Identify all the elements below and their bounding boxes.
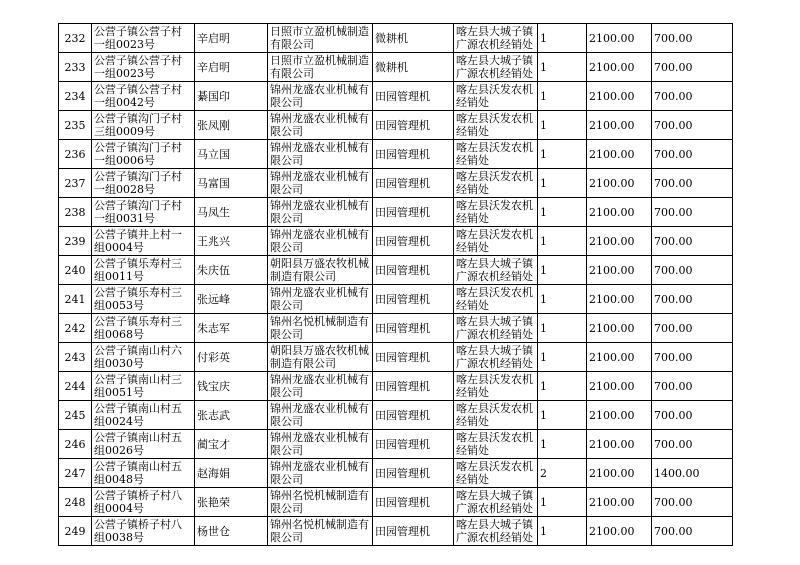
quantity-cell: 1 [538,53,587,82]
address-cell: 公营子镇沟门子村一组0031号 [92,198,195,227]
manufacturer-cell: 锦州龙盛农业机械有限公司 [268,82,373,111]
buyer-name-cell: 张艳荣 [195,488,268,517]
address-cell: 公营子镇南山村五组0024号 [92,401,195,430]
address-cell: 公营子镇公营子村一组0023号 [92,53,195,82]
dealer-cell: 喀左县沃发农机经销处 [454,401,538,430]
quantity-cell: 1 [538,372,587,401]
manufacturer-cell: 锦州名悦机械制造有限公司 [268,488,373,517]
manufacturer-cell: 锦州名悦机械制造有限公司 [268,517,373,546]
machine-type-cell: 田园管理机 [373,488,454,517]
row-number: 232 [59,24,92,53]
machine-type-cell: 田园管理机 [373,140,454,169]
buyer-name-cell: 马凤生 [195,198,268,227]
subsidy-cell: 700.00 [652,401,733,430]
buyer-name-cell: 朱庆伍 [195,256,268,285]
buyer-name-cell: 王兆兴 [195,227,268,256]
address-cell: 公营子镇桥子村八组0004号 [92,488,195,517]
machine-type-cell: 田园管理机 [373,401,454,430]
quantity-cell: 1 [538,314,587,343]
price-cell: 2100.00 [587,285,652,314]
dealer-cell: 喀左县沃发农机经销处 [454,169,538,198]
quantity-cell: 1 [538,198,587,227]
price-cell: 2100.00 [587,343,652,372]
row-number: 242 [59,314,92,343]
machine-type-cell: 田园管理机 [373,343,454,372]
machine-type-cell: 田园管理机 [373,430,454,459]
row-number: 244 [59,372,92,401]
row-number: 236 [59,140,92,169]
dealer-cell: 喀左县大城子镇广源农机经销处 [454,314,538,343]
address-cell: 公营子镇公营子村一组0042号 [92,82,195,111]
dealer-cell: 喀左县沃发农机经销处 [454,430,538,459]
price-cell: 2100.00 [587,140,652,169]
price-cell: 2100.00 [587,111,652,140]
subsidy-cell: 700.00 [652,53,733,82]
machine-type-cell: 微耕机 [373,24,454,53]
row-number: 246 [59,430,92,459]
row-number: 249 [59,517,92,546]
machine-type-cell: 田园管理机 [373,227,454,256]
machine-type-cell: 田园管理机 [373,111,454,140]
manufacturer-cell: 锦州龙盛农业机械有限公司 [268,430,373,459]
dealer-cell: 喀左县大城子镇广源农机经销处 [454,53,538,82]
dealer-cell: 喀左县大城子镇广源农机经销处 [454,256,538,285]
quantity-cell: 1 [538,227,587,256]
buyer-name-cell: 辛启明 [195,24,268,53]
manufacturer-cell: 锦州龙盛农业机械有限公司 [268,401,373,430]
quantity-cell: 1 [538,517,587,546]
row-number: 247 [59,459,92,488]
quantity-cell: 1 [538,343,587,372]
table-row [59,488,733,517]
table-body [59,24,733,546]
subsidy-cell: 700.00 [652,227,733,256]
subsidy-cell: 700.00 [652,111,733,140]
address-cell: 公营子镇南山村六组0030号 [92,343,195,372]
address-cell: 公营子镇乐寿村三组0011号 [92,256,195,285]
dealer-cell: 喀左县沃发农机经销处 [454,227,538,256]
buyer-name-cell: 辛启明 [195,53,268,82]
machine-type-cell: 田园管理机 [373,372,454,401]
table-row [59,198,733,227]
dealer-cell: 喀左县大城子镇广源农机经销处 [454,517,538,546]
machine-type-cell: 田园管理机 [373,169,454,198]
buyer-name-cell: 付彩英 [195,343,268,372]
row-number: 234 [59,82,92,111]
address-cell: 公营子镇桥子村八组0038号 [92,517,195,546]
manufacturer-cell: 锦州龙盛农业机械有限公司 [268,372,373,401]
subsidy-cell: 700.00 [652,430,733,459]
price-cell: 2100.00 [587,430,652,459]
address-cell: 公营子镇沟门子村一组0006号 [92,140,195,169]
quantity-cell: 1 [538,430,587,459]
address-cell: 公营子镇公营子村一组0023号 [92,24,195,53]
dealer-cell: 喀左县沃发农机经销处 [454,82,538,111]
table-row [59,227,733,256]
table-row [59,53,733,82]
row-number: 235 [59,111,92,140]
subsidy-cell: 700.00 [652,488,733,517]
subsidy-cell: 700.00 [652,82,733,111]
manufacturer-cell: 锦州龙盛农业机械有限公司 [268,111,373,140]
address-cell: 公营子镇井上村一组0004号 [92,227,195,256]
subsidy-cell: 700.00 [652,372,733,401]
buyer-name-cell: 綦国印 [195,82,268,111]
subsidy-cell: 700.00 [652,169,733,198]
quantity-cell: 1 [538,256,587,285]
table-row [59,343,733,372]
address-cell: 公营子镇乐寿村三组0053号 [92,285,195,314]
manufacturer-cell: 锦州龙盛农业机械有限公司 [268,285,373,314]
manufacturer-cell: 日照市立盈机械制造有限公司 [268,24,373,53]
subsidy-cell: 700.00 [652,24,733,53]
quantity-cell: 1 [538,285,587,314]
subsidy-cell: 700.00 [652,343,733,372]
price-cell: 2100.00 [587,256,652,285]
subsidy-cell: 700.00 [652,285,733,314]
buyer-name-cell: 张凤刚 [195,111,268,140]
row-number: 239 [59,227,92,256]
table-row [59,372,733,401]
dealer-cell: 喀左县沃发农机经销处 [454,198,538,227]
subsidy-cell: 1400.00 [652,459,733,488]
address-cell: 公营子镇南山村五组0026号 [92,430,195,459]
table-row [59,82,733,111]
quantity-cell: 1 [538,82,587,111]
price-cell: 2100.00 [587,459,652,488]
quantity-cell: 1 [538,488,587,517]
quantity-cell: 1 [538,140,587,169]
row-number: 233 [59,53,92,82]
quantity-cell: 1 [538,169,587,198]
table-row [59,256,733,285]
dealer-cell: 喀左县沃发农机经销处 [454,111,538,140]
subsidy-cell: 700.00 [652,198,733,227]
subsidy-table [58,23,733,546]
table-row [59,285,733,314]
buyer-name-cell: 马富国 [195,169,268,198]
address-cell: 公营子镇沟门子村一组0028号 [92,169,195,198]
table-row [59,24,733,53]
quantity-cell: 2 [538,459,587,488]
subsidy-cell: 700.00 [652,314,733,343]
price-cell: 2100.00 [587,53,652,82]
table-row [59,111,733,140]
address-cell: 公营子镇南山村五组0048号 [92,459,195,488]
buyer-name-cell: 蔺宝才 [195,430,268,459]
manufacturer-cell: 锦州龙盛农业机械有限公司 [268,459,373,488]
dealer-cell: 喀左县沃发农机经销处 [454,140,538,169]
table-row [59,517,733,546]
buyer-name-cell: 杨世仓 [195,517,268,546]
subsidy-cell: 700.00 [652,256,733,285]
quantity-cell: 1 [538,24,587,53]
price-cell: 2100.00 [587,401,652,430]
buyer-name-cell: 张志武 [195,401,268,430]
price-cell: 2100.00 [587,169,652,198]
table-row [59,314,733,343]
price-cell: 2100.00 [587,314,652,343]
price-cell: 2100.00 [587,24,652,53]
row-number: 241 [59,285,92,314]
address-cell: 公营子镇南山村三组0051号 [92,372,195,401]
address-cell: 公营子镇沟门子村三组0009号 [92,111,195,140]
machine-type-cell: 田园管理机 [373,314,454,343]
buyer-name-cell: 张远峰 [195,285,268,314]
manufacturer-cell: 锦州龙盛农业机械有限公司 [268,140,373,169]
row-number: 238 [59,198,92,227]
row-number: 245 [59,401,92,430]
price-cell: 2100.00 [587,488,652,517]
row-number: 243 [59,343,92,372]
price-cell: 2100.00 [587,82,652,111]
manufacturer-cell: 锦州龙盛农业机械有限公司 [268,227,373,256]
dealer-cell: 喀左县沃发农机经销处 [454,459,538,488]
price-cell: 2100.00 [587,517,652,546]
buyer-name-cell: 马立国 [195,140,268,169]
machine-type-cell: 田园管理机 [373,198,454,227]
subsidy-cell: 700.00 [652,517,733,546]
manufacturer-cell: 锦州龙盛农业机械有限公司 [268,169,373,198]
machine-type-cell: 田园管理机 [373,82,454,111]
table-row [59,459,733,488]
row-number: 240 [59,256,92,285]
row-number: 248 [59,488,92,517]
dealer-cell: 喀左县大城子镇广源农机经销处 [454,343,538,372]
machine-type-cell: 田园管理机 [373,285,454,314]
price-cell: 2100.00 [587,227,652,256]
buyer-name-cell: 钱宝庆 [195,372,268,401]
table-row [59,140,733,169]
manufacturer-cell: 日照市立盈机械制造有限公司 [268,53,373,82]
dealer-cell: 喀左县沃发农机经销处 [454,372,538,401]
dealer-cell: 喀左县大城子镇广源农机经销处 [454,488,538,517]
table-row [59,169,733,198]
buyer-name-cell: 赵海娟 [195,459,268,488]
dealer-cell: 喀左县沃发农机经销处 [454,285,538,314]
buyer-name-cell: 朱志军 [195,314,268,343]
manufacturer-cell: 朝阳县万盛农牧机械制造有限公司 [268,256,373,285]
machine-type-cell: 田园管理机 [373,256,454,285]
machine-type-cell: 微耕机 [373,53,454,82]
table-row [59,430,733,459]
price-cell: 2100.00 [587,372,652,401]
table-row [59,401,733,430]
quantity-cell: 1 [538,401,587,430]
machine-type-cell: 田园管理机 [373,459,454,488]
machine-type-cell: 田园管理机 [373,517,454,546]
manufacturer-cell: 锦州名悦机械制造有限公司 [268,314,373,343]
quantity-cell: 1 [538,111,587,140]
price-cell: 2100.00 [587,198,652,227]
manufacturer-cell: 朝阳县万盛农牧机械制造有限公司 [268,343,373,372]
subsidy-cell: 700.00 [652,140,733,169]
dealer-cell: 喀左县大城子镇广源农机经销处 [454,24,538,53]
manufacturer-cell: 锦州龙盛农业机械有限公司 [268,198,373,227]
row-number: 237 [59,169,92,198]
address-cell: 公营子镇乐寿村三组0068号 [92,314,195,343]
